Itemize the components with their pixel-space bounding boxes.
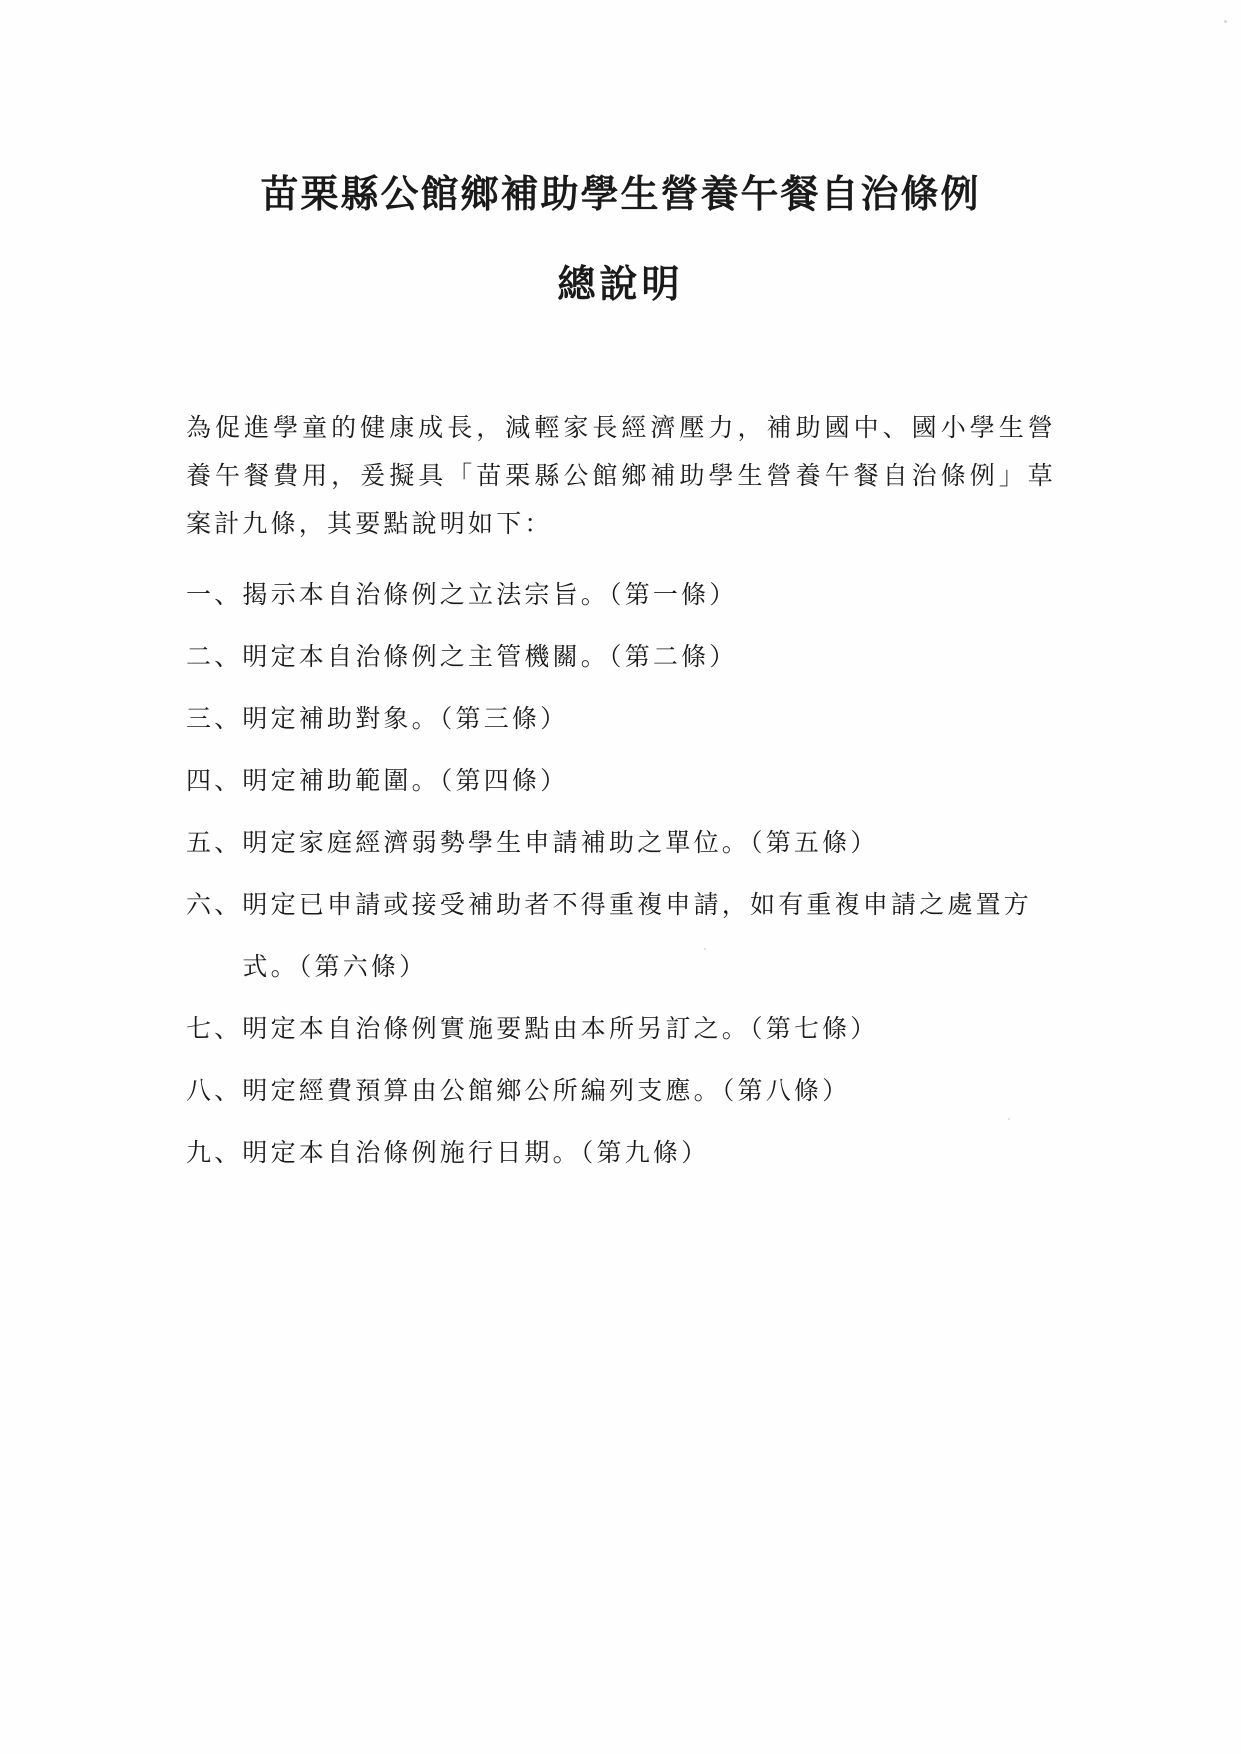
point-number: 二、	[186, 642, 243, 671]
list-item	[186, 750, 1056, 812]
point-text: 明定經費預算由公館鄉公所編列支應。（第八條）	[242, 1076, 851, 1105]
point-number: 八、	[186, 1076, 243, 1105]
point-number: 六、	[186, 890, 243, 919]
list-item	[186, 626, 1056, 688]
point-number: 五、	[186, 828, 243, 857]
document-title: 苗栗縣公館鄉補助學生營養午餐自治條例	[260, 171, 981, 216]
document-subtitle: 總說明	[557, 261, 684, 306]
list-item	[186, 1060, 1056, 1122]
point-text: 明定本自治條例實施要點由本所另訂之。（第七條）	[242, 1014, 879, 1043]
point-number: 一、	[186, 580, 243, 609]
list-item	[186, 874, 1056, 998]
list-item	[186, 688, 1056, 750]
list-item	[186, 564, 1056, 626]
intro-paragraph: 為促進學童的健康成長，減輕家長經濟壓力，補助國中、國小學生營養午餐費用，爰擬具「苗栗縣公館鄉補助學生營養午餐自治條例」草案計九條，其要點說明如下：	[186, 413, 1056, 538]
scan-dust-mark	[1008, 1118, 1010, 1120]
point-number: 九、	[186, 1138, 243, 1167]
point-number: 三、	[186, 704, 243, 733]
point-text: 明定家庭經濟弱勢學生申請補助之單位。（第五條）	[242, 828, 879, 857]
list-item	[186, 1122, 1056, 1184]
point-text: 明定本自治條例之主管機關。（第二條）	[242, 642, 738, 671]
point-text: 明定本自治條例施行日期。（第九條）	[242, 1138, 710, 1167]
point-text: 明定補助範圍。（第四條）	[242, 766, 569, 795]
list-item	[186, 812, 1056, 874]
point-text: 明定補助對象。（第三條）	[242, 704, 569, 733]
point-text: 明定已申請或接受補助者不得重複申請，如有重複申請之處置方式。（第六條）	[242, 890, 1033, 981]
point-text: 揭示本自治條例之立法宗旨。（第一條）	[242, 580, 738, 609]
list-item	[186, 998, 1056, 1060]
scan-dust-mark	[704, 948, 706, 950]
scan-dust-mark	[1224, 20, 1227, 23]
point-number: 七、	[186, 1014, 243, 1043]
point-number: 四、	[186, 766, 243, 795]
points-list	[186, 564, 1056, 1184]
